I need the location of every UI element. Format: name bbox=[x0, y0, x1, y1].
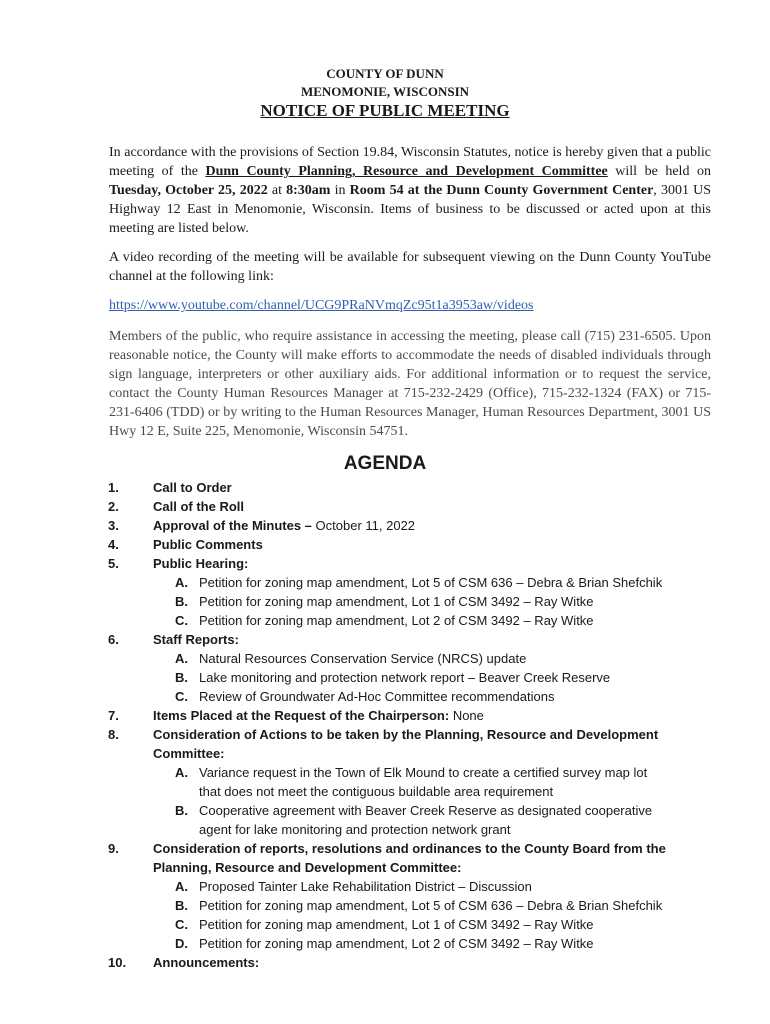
agenda-item-9-continued bbox=[0, 858, 770, 877]
agenda-item-6 bbox=[0, 630, 770, 649]
sub-item bbox=[0, 573, 770, 592]
sub-text: Review of Groundwater Ad-Hoc Committee recommendations bbox=[199, 689, 555, 704]
city-heading: MENOMONIE, WISCONSIN bbox=[300, 84, 470, 99]
sub-item bbox=[0, 592, 770, 611]
sub-letter: A. bbox=[175, 575, 188, 590]
item-number: 1. bbox=[108, 480, 119, 495]
agenda-item-4 bbox=[0, 535, 770, 554]
intro-text-d: in bbox=[330, 183, 350, 198]
sub-letter: C. bbox=[175, 613, 188, 628]
agenda-item-5 bbox=[0, 554, 770, 573]
committee-name: Dunn County Planning, Resource and Development Committee bbox=[205, 164, 608, 179]
notice-title: NOTICE OF PUBLIC MEETING bbox=[260, 101, 510, 120]
meeting-location: Room 54 at the Dunn County Government Center bbox=[349, 183, 654, 198]
item-detail: None bbox=[452, 708, 484, 723]
intro-text-c: at bbox=[267, 183, 287, 198]
item-label: Approval of the Minutes bbox=[153, 518, 302, 533]
item-number: 2. bbox=[108, 499, 119, 514]
item-label: Announcements: bbox=[153, 955, 260, 970]
intro-text-b: will be held on bbox=[607, 164, 711, 179]
item-detail: October 11, 2022 bbox=[315, 518, 416, 533]
item-label: Items Placed at the Request of the Chairperson: bbox=[153, 708, 450, 723]
sub-text: Petition for zoning map amendment, Lot 2 of CSM 3492 – Ray Witke bbox=[199, 936, 594, 951]
intro-text-e: , 3001 US Highway 12 East in Menomonie, Wisconsin. Items of business to be discussed or acted upon at this meeting are listed below. bbox=[109, 183, 712, 236]
item-number: 4. bbox=[108, 537, 119, 552]
agenda-title: AGENDA bbox=[343, 453, 427, 474]
item-label: Consideration of reports, resolutions and ordinances to the County Board from the bbox=[153, 841, 666, 856]
sub-item bbox=[0, 763, 770, 782]
agenda-item-2 bbox=[0, 497, 770, 516]
item-label: Consideration of Actions to be taken by the Planning, Resource and Development bbox=[153, 727, 659, 742]
sub-letter: A. bbox=[175, 651, 188, 666]
agenda-item-8-continued bbox=[0, 744, 770, 763]
meeting-time: 8:30am bbox=[286, 183, 331, 198]
sub-text: Variance request in the Town of Elk Mound to create a certified survey map lot bbox=[199, 765, 648, 780]
item-separator: – bbox=[301, 518, 316, 533]
sub-item bbox=[0, 877, 770, 896]
sub-text-cont: that does not meet the contiguous buildable area requirement bbox=[199, 784, 554, 799]
item-label: Public Comments bbox=[153, 537, 263, 552]
intro-text-a: In accordance with the provisions of Section 19.84, Wisconsin Statutes, notice is hereby given that a public meeting of the bbox=[109, 145, 711, 179]
sub-item bbox=[0, 915, 770, 934]
sub-letter: B. bbox=[175, 594, 188, 609]
sub-item bbox=[0, 611, 770, 630]
sub-item-continued bbox=[0, 782, 770, 801]
sub-letter: C. bbox=[175, 689, 188, 704]
item-label: Call to Order bbox=[153, 480, 232, 495]
sub-item bbox=[0, 687, 770, 706]
agenda-item-1 bbox=[0, 478, 770, 497]
youtube-link[interactable]: https://www.youtube.com/channel/UCG9PRaNVmqZc95t1a3953aw/videos bbox=[109, 298, 534, 313]
agenda-item-8 bbox=[0, 725, 770, 744]
sub-text: Petition for zoning map amendment, Lot 1 of CSM 3492 – Ray Witke bbox=[199, 917, 594, 932]
sub-item bbox=[0, 668, 770, 687]
sub-text: Proposed Tainter Lake Rehabilitation District – Discussion bbox=[199, 879, 532, 894]
sub-text: Petition for zoning map amendment, Lot 5 of CSM 636 – Debra & Brian Shefchik bbox=[199, 898, 663, 913]
sub-letter: B. bbox=[175, 803, 188, 818]
sub-item bbox=[0, 896, 770, 915]
item-number: 10. bbox=[108, 955, 127, 970]
sub-text: Lake monitoring and protection network report – Beaver Creek Reserve bbox=[199, 670, 611, 685]
sub-item-continued bbox=[0, 820, 770, 839]
item-label: Planning, Resource and Development Committee: bbox=[153, 860, 462, 875]
item-number: 5. bbox=[108, 556, 119, 571]
item-label: Staff Reports: bbox=[153, 632, 239, 647]
accessibility-paragraph: Members of the public, who require assistance in accessing the meeting, please call (715) 231-6505. Upon reasonable notice, the County will make efforts to accommodate the needs of disabled individuals through sign language, interpreters or other auxiliary aids. For additional information or to request the service, contact the County Human Resources Manager at 715-232-2429 (Office), 715-232-1324 (FAX) or 715-231-6406 (TDD) or by writing to the Human Resources Manager, Human Resources Department, 3001 US Hwy 12 E, Suite 225, Menomonie, Wisconsin 54751. bbox=[109, 329, 711, 439]
agenda-item-10 bbox=[0, 953, 770, 972]
item-label: Committee: bbox=[153, 746, 225, 761]
sub-text-cont: agent for lake monitoring and protection network grant bbox=[199, 822, 511, 837]
sub-letter: A. bbox=[175, 879, 188, 894]
item-number: 6. bbox=[108, 632, 119, 647]
sub-text: Petition for zoning map amendment, Lot 2 of CSM 3492 – Ray Witke bbox=[199, 613, 594, 628]
sub-letter: D. bbox=[175, 936, 188, 951]
item-number: 9. bbox=[108, 841, 119, 856]
county-heading: COUNTY OF DUNN bbox=[326, 66, 444, 81]
sub-item bbox=[0, 934, 770, 953]
meeting-date: Tuesday, October 25, 2022 bbox=[109, 183, 268, 198]
sub-letter: B. bbox=[175, 898, 188, 913]
intro-paragraph bbox=[109, 143, 711, 238]
sub-letter: C. bbox=[175, 917, 188, 932]
sub-text: Petition for zoning map amendment, Lot 1 of CSM 3492 – Ray Witke bbox=[199, 594, 594, 609]
sub-letter: B. bbox=[175, 670, 188, 685]
agenda-item-9 bbox=[0, 839, 770, 858]
item-number: 3. bbox=[108, 518, 119, 533]
sub-text: Cooperative agreement with Beaver Creek Reserve as designated cooperative bbox=[199, 803, 653, 818]
item-label: Public Hearing: bbox=[153, 556, 249, 571]
item-number: 7. bbox=[108, 708, 119, 723]
agenda-item-7 bbox=[0, 706, 770, 725]
sub-letter: A. bbox=[175, 765, 188, 780]
agenda-item-3 bbox=[0, 516, 770, 535]
sub-text: Petition for zoning map amendment, Lot 5 of CSM 636 – Debra & Brian Shefchik bbox=[199, 575, 663, 590]
video-paragraph: A video recording of the meeting will be available for subsequent viewing on the Dunn County YouTube channel at the following link: bbox=[109, 250, 711, 284]
sub-item bbox=[0, 801, 770, 820]
item-label: Call of the Roll bbox=[153, 499, 244, 514]
sub-text: Natural Resources Conservation Service (NRCS) update bbox=[199, 651, 527, 666]
sub-item bbox=[0, 649, 770, 668]
item-number: 8. bbox=[108, 727, 119, 742]
